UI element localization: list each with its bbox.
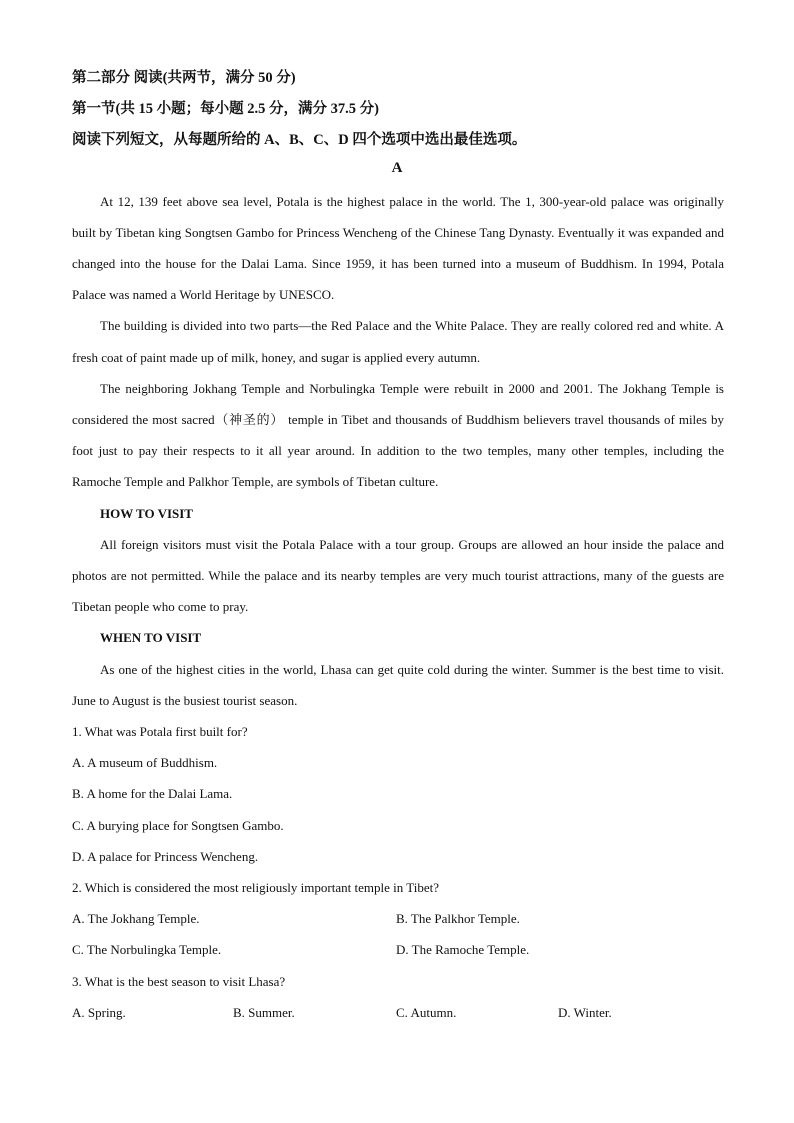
passage-body bbox=[72, 186, 724, 716]
how-to-visit-paragraph: All foreign visitors must visit the Potala Palace with a tour group. Groups are allowed an hour inside the palace and photos are not permitted. While the palace and its nearby temples are very much tourist attractions, many of the guests are Tibetan people who come to pray. bbox=[72, 536, 724, 615]
section-heading: 第一节(共 15 小题；每小题 2.5 分，满分 37.5 分) bbox=[72, 101, 379, 117]
question-stem: 2. Which is considered the most religiously important temple in Tibet? bbox=[72, 879, 439, 895]
question-stem: 1. What was Potala first built for? bbox=[72, 724, 248, 739]
answer-option: B. Summer. bbox=[233, 1004, 295, 1020]
option-row bbox=[72, 903, 724, 934]
answer-option: C. A burying place for Songtsen Gambo. bbox=[72, 817, 284, 833]
answer-option: A. A museum of Buddhism. bbox=[72, 755, 218, 771]
option-row bbox=[72, 934, 724, 965]
passage-paragraph: At 12, 139 feet above sea level, Potala is the highest palace in the world. The 1, 300-year-old palace was originally built by Tibetan king Songtsen Gambo for Princess Wencheng of the Chinese Tang Dynasty. Eventually it was expanded and changed into the house for the Dalai Lama. Since 1959, it has been turned into a museum of Buddhism. In 1994, Potala Palace was named a World Heritage by UNESCO. bbox=[72, 193, 724, 303]
passage-paragraph: The neighboring Jokhang Temple and Norbulingka Temple were rebuilt in 2000 and 2001. The Jokhang Temple is considered the most sacred（神圣的） temple in Tibet and thousands of Buddhism believers travel thousands of miles by foot just to pay their respects to it all year around. In addition to the two temples, many other temples, including the Ramoche Temple and Palkhor Temple, are symbols of Tibetan culture. bbox=[72, 380, 724, 490]
answer-option: D. A palace for Princess Wencheng. bbox=[72, 848, 259, 864]
answer-option: D. Winter. bbox=[558, 1004, 612, 1020]
passage-letter: A bbox=[391, 160, 403, 176]
answer-option: B. A home for the Dalai Lama. bbox=[72, 786, 233, 802]
answer-option: C. The Norbulingka Temple. bbox=[72, 942, 222, 958]
option-row bbox=[72, 997, 724, 1028]
question-list bbox=[72, 716, 724, 1028]
answer-option: B. The Palkhor Temple. bbox=[396, 911, 520, 927]
passage-paragraph: The building is divided into two parts—the Red Palace and the White Palace. They are really colored red and white. A fresh coat of paint made up of milk, honey, and sugar is applied every autumn. bbox=[72, 318, 724, 365]
instruction-heading: 阅读下列短文，从每题所给的 A、B、C、D 四个选项中选出最佳选项。 bbox=[72, 132, 527, 148]
when-to-visit-heading: WHEN TO VISIT bbox=[100, 630, 202, 646]
answer-option: A. Spring. bbox=[72, 1004, 126, 1020]
when-to-visit-paragraph: As one of the highest cities in the world, Lhasa can get quite cold during the winter. Summer is the best time to visit. June to August is the busiest tourist season. bbox=[72, 661, 724, 708]
answer-option: D. The Ramoche Temple. bbox=[396, 942, 530, 958]
how-to-visit-heading: HOW TO VISIT bbox=[100, 505, 193, 521]
answer-option: C. Autumn. bbox=[396, 1004, 457, 1020]
answer-option: A. The Jokhang Temple. bbox=[72, 911, 200, 927]
question-stem: 3. What is the best season to visit Lhasa? bbox=[72, 973, 286, 989]
part-heading: 第二部分 阅读(共两节，满分 50 分) bbox=[72, 70, 296, 86]
